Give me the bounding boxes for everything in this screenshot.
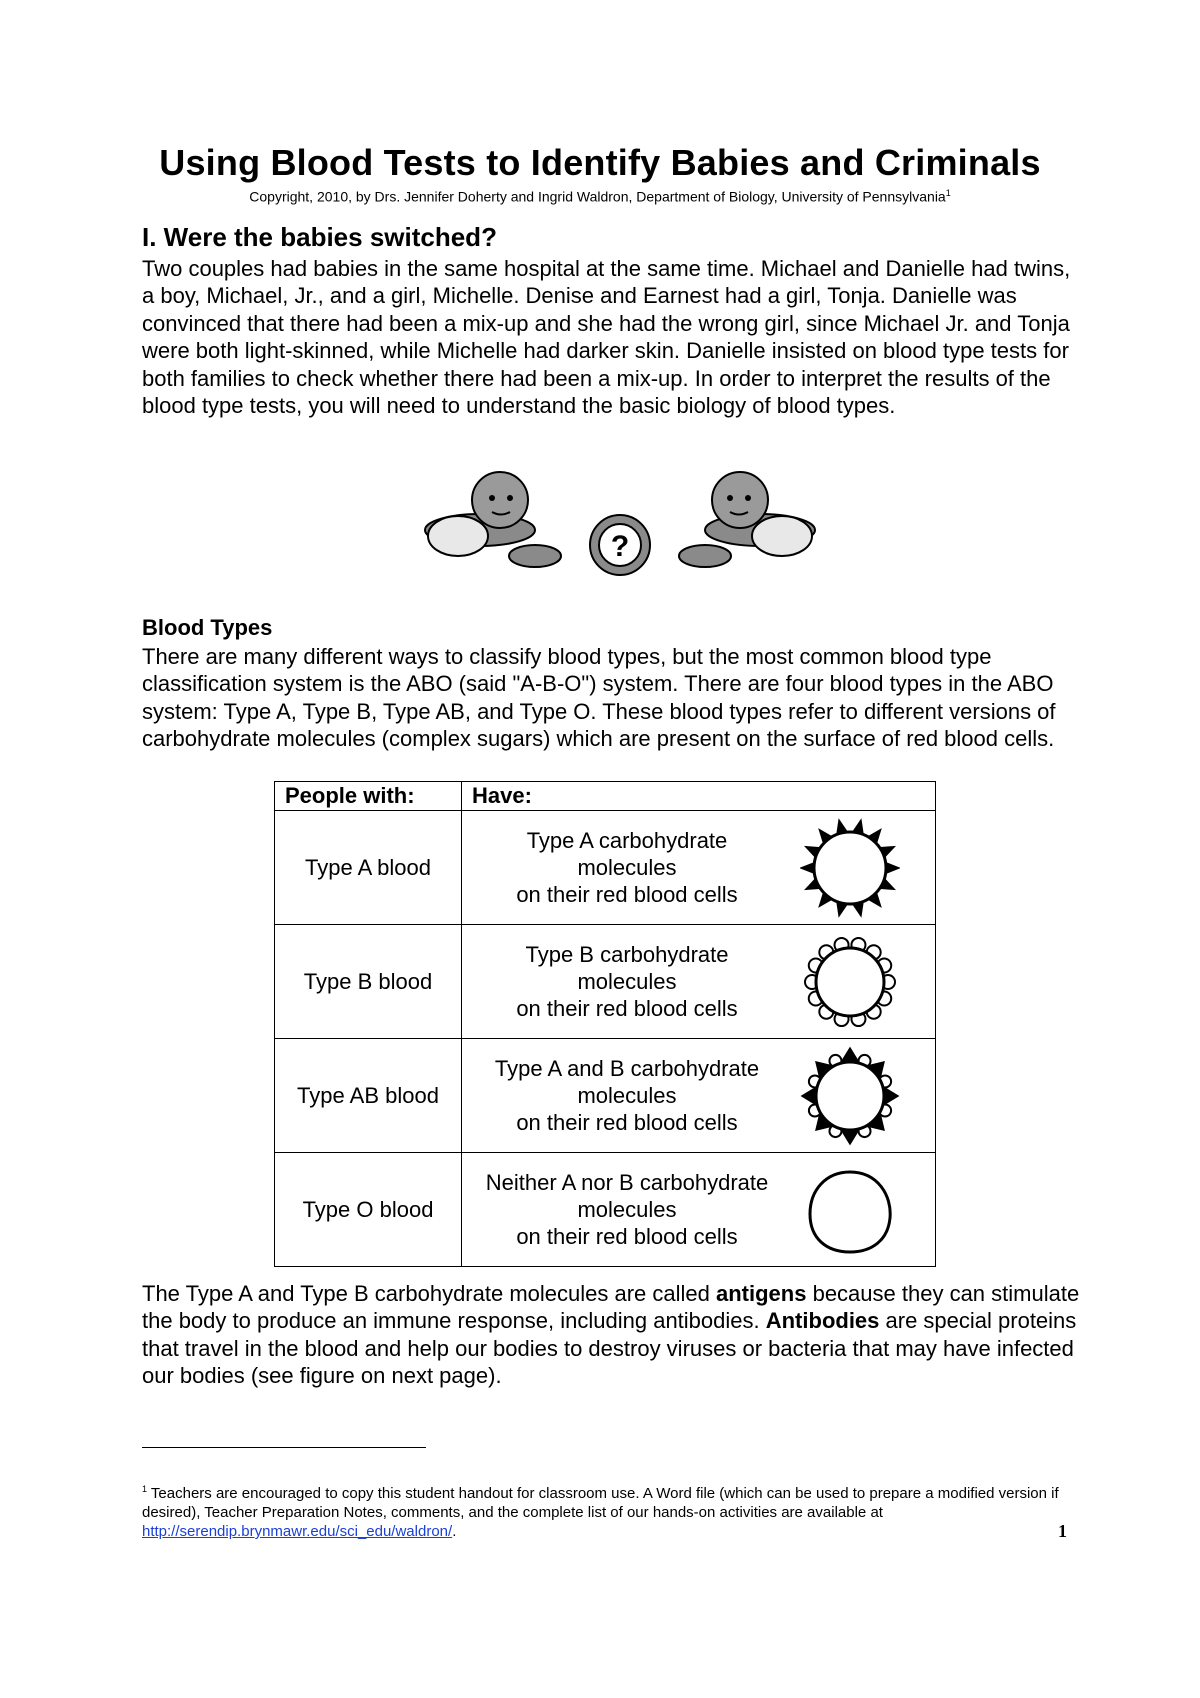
plain-cell-icon <box>800 1160 900 1260</box>
antigen-description: Type B carbohydrate molecules on their red blood cells <box>516 942 738 1021</box>
table-row <box>275 925 936 1039</box>
copyright-text: Copyright, 2010, by Drs. Jennifer Doherty and Ingrid Waldron, Department of Biology, University of Pennsylvania <box>249 188 946 205</box>
section-heading-babies-switched: I. Were the babies switched? <box>142 222 497 252</box>
copyright-line <box>0 188 1200 205</box>
table-header-have: Have: <box>462 782 936 811</box>
waldron-link[interactable]: http://serendip.brynmawr.edu/sci_edu/waldron/ <box>142 1523 453 1540</box>
table-row <box>275 811 936 925</box>
blood-type-cell: Type O blood <box>275 1153 462 1267</box>
blood-types-paragraph: There are many different ways to classify blood types, but the most common blood type classification system is the ABO (said "A-B-O") system. There are four blood types in the ABO system: Type A, Type B, Type AB, and Type O. These blood types refer to different versions of carbohydrate molecules (complex sugars) which are present on the surface of red blood cells. <box>142 644 1056 752</box>
page-title: Using Blood Tests to Identify Babies and Criminals <box>159 142 1041 183</box>
blood-type-cell: Type B blood <box>275 925 462 1039</box>
antigen-description: Type A and B carbohydrate molecules on their red blood cells <box>494 1056 760 1135</box>
blood-type-cell: Type A blood <box>275 811 462 925</box>
babies-illustration <box>420 470 820 590</box>
cell-with-triangle-antigens-icon <box>800 818 900 918</box>
question-mark-symbol: ? <box>610 530 630 563</box>
left-baby-icon <box>425 472 561 567</box>
cell-with-round-antigens-icon <box>800 932 900 1032</box>
table-header-row <box>275 782 936 811</box>
term-antibodies: Antibodies <box>765 1308 880 1334</box>
footnote-divider <box>142 1447 426 1448</box>
antigen-description: Type A carbohydrate molecules on their red blood cells <box>516 828 738 907</box>
table-row <box>275 1039 936 1153</box>
blood-type-cell: Type AB blood <box>275 1039 462 1153</box>
blood-types-table <box>274 781 936 1267</box>
question-mark-icon <box>590 515 650 575</box>
cell-with-mixed-antigens-icon <box>800 1046 900 1146</box>
antigens-paragraph: The Type A and Type B carbohydrate molecules are called antigens because they can stimulate the body to produce an immune response, including antibodies. Antibodies are special proteins that travel in the blood and help our bodies to destroy viruses or bacteria that may have infected our bodies (see figure on next page). <box>142 1281 1080 1389</box>
page-number: 1 <box>1058 1521 1067 1541</box>
right-baby-icon <box>679 472 815 567</box>
intro-paragraph: Two couples had babies in the same hospital at the same time. Michael and Danielle had twins, a boy, Michael, Jr., and a girl, Michelle. Denise and Earnest had a girl, Tonja. Danielle was convinced that there had been a mix-up and she had the wrong girl, since Michael Jr. and Tonja were both light-skinned, while Michelle had darker skin. Danielle insisted on blood type tests for both families to check whether there had been a mix-up. In order to interpret the results of the blood type tests, you will need to understand the basic biology of blood types. <box>142 256 1071 419</box>
blood-types-heading: Blood Types <box>142 615 273 640</box>
footnote-marker[interactable]: 1 <box>945 188 951 198</box>
table-header-people: People with: <box>275 782 462 811</box>
table-row <box>275 1153 936 1267</box>
antigen-description: Neither A nor B carbohydrate molecules on their red blood cells <box>485 1170 769 1249</box>
footnote: $^1$ Teachers are encouraged to copy this student handout for classroom use. A Word file (which can be used to prepare a modified version if desired), Teacher Preparation Notes, comments, and the complete list of our hands-on activities are available at http://serendip.brynmawr.edu/sci_edu/waldron/. <box>142 1484 1059 1540</box>
footnote-number: 1 <box>142 1484 148 1494</box>
term-antigens: antigens <box>716 1281 807 1306</box>
